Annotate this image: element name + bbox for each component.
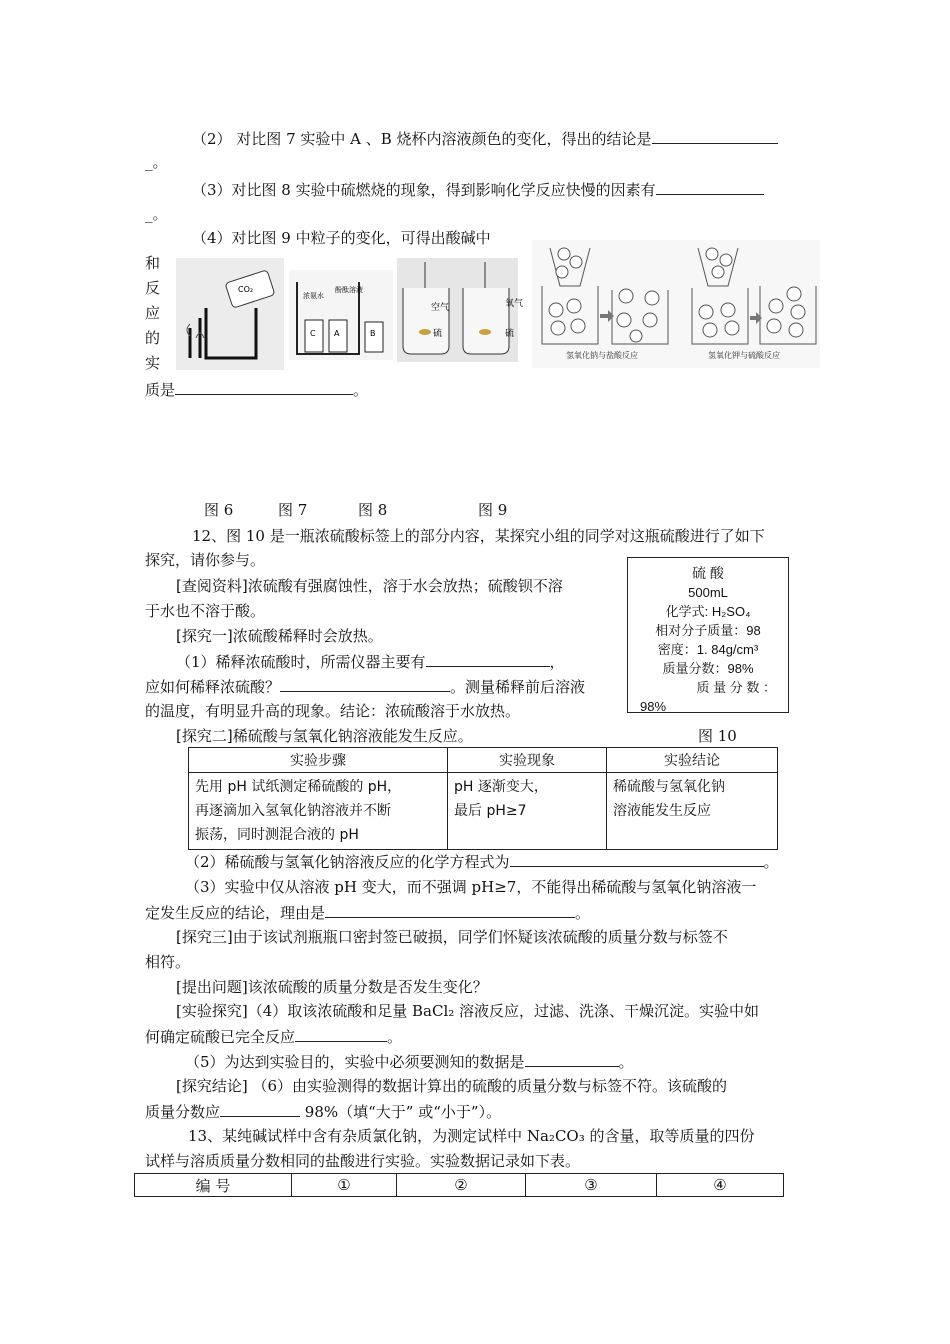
table-header: 实验现象 (448, 748, 607, 773)
q12-step3b: 定发生反应的结论，理由是 。 (145, 904, 591, 922)
answer-blank[interactable] (325, 902, 575, 918)
figure-10-label: 图 10 (698, 727, 737, 745)
fig6-co2-label: CO₂ (238, 285, 254, 294)
q11-part4-end: 质是 。 (145, 381, 369, 399)
table-row (135, 1174, 784, 1197)
q11-part2-end: _。 (145, 153, 168, 171)
figure-7-image (289, 270, 393, 360)
answer-blank[interactable] (295, 1026, 387, 1042)
q12-step1c: 的温度，有明显升高的现象。结论：浓硫酸溶于水放热。 (145, 702, 521, 720)
q12-explore-one: [探究一]浓硫酸稀释时会放热。 (176, 627, 383, 645)
answer-blank[interactable] (525, 1051, 619, 1067)
answer-blank[interactable] (175, 379, 353, 395)
q12-step3a: （3）实验中仅从溶液 pH 变大，而不强调 pH≥7，不能得出稀硫酸与氢氧化钠溶液一 (185, 878, 757, 896)
label-volume: 500mL (688, 585, 728, 600)
figure-7-label: 图 7 (278, 501, 308, 519)
q12-step2: （2）稀硫酸与氢氧化钠溶液反应的化学方程式为 。 (185, 853, 779, 871)
svg-text:氧气: 氧气 (505, 299, 524, 309)
experiment-table (188, 747, 778, 850)
q12-question: [提出问题]该浓硫酸的质量分数是否发生变化？ (176, 978, 488, 996)
label-mass-fraction-2-value: 98% (640, 699, 667, 714)
svg-text:空气: 空气 (431, 303, 450, 313)
label-density: 密度：1. 84g/cm³ (657, 642, 759, 657)
q12-explore-three: [探究三]由于该试剂瓶瓶口密封签已破损，同学们怀疑该浓硫酸的质量分数与标签不 (176, 928, 728, 946)
q13-data-table (134, 1173, 784, 1197)
label-name: 硫 酸 (692, 565, 724, 581)
q11-part3: （3）对比图 8 实验中硫燃烧的现象，得到影响化学反应快慢的因素有 (192, 179, 764, 200)
sulfuric-acid-label (627, 557, 789, 713)
q12-reference: [查阅资料]浓硫酸有强腐蚀性，溶于水会放热；硫酸钡不溶 (176, 577, 563, 595)
q13-text: 13、某纯碱试样中含有杂质氯化钠，为测定试样中 Na₂CO₃ 的含量，取等质量的四份 (188, 1127, 755, 1145)
label-mass-fraction: 质量分数：98% (662, 661, 754, 676)
label-formula: 化学式: H₂SO₄ (665, 604, 751, 619)
table-cell-step: 先用 pH 试纸测定稀硫酸的 pH， 再逐滴加入氢氧化钠溶液并不断 振荡，同时测混合液的 pH (189, 773, 448, 850)
table-header: ② (397, 1174, 526, 1197)
q12-reference-cont: 于水也不溶于酸。 (145, 602, 266, 620)
table-cell-phenomenon: pH 逐渐变大， 最后 pH≥7 (448, 773, 607, 850)
q11-vertical-char: 实 (145, 354, 161, 372)
svg-text:C: C (310, 329, 316, 338)
label-molar-mass: 相对分子质量：98 (655, 623, 761, 638)
svg-text:B: B (370, 329, 376, 338)
answer-blank[interactable] (280, 676, 450, 692)
figure-9-image (532, 240, 820, 368)
q11-part3-end: _。 (145, 205, 168, 223)
table-header: ① (292, 1174, 397, 1197)
q12-step6a: [探究结论] （6）由实验测得的数据计算出的硫酸的质量分数与标签不符。该硫酸的 (176, 1077, 728, 1095)
q12-intro-cont: 探究，请你参与。 (145, 551, 266, 569)
q11-vertical-char: 应 (145, 304, 161, 322)
table-row (189, 773, 778, 850)
table-header: ④ (657, 1174, 784, 1197)
q11-vertical-char: 的 (145, 329, 161, 347)
svg-text:硫: 硫 (505, 329, 515, 339)
fig9-caption-left: 氢氧化钠与盐酸反应 (566, 351, 638, 360)
q12-step1b: 应如何稀释浓硫酸？ 。测量稀释前后溶液 (145, 678, 586, 696)
answer-blank[interactable] (426, 651, 550, 667)
svg-text:A: A (334, 329, 340, 338)
q12-intro: 12、图 10 是一瓶浓硫酸标签上的部分内容，某探究小组的同学对这瓶硫酸进行了如下 (192, 527, 765, 545)
table-header: 实验结论 (607, 748, 778, 773)
table-header: 实验步骤 (189, 748, 448, 773)
figure-6-image (176, 258, 284, 370)
table-cell-conclusion: 稀硫酸与氢氧化钠 溶液能发生反应 (607, 773, 778, 850)
svg-text:浓氨水: 浓氨水 (303, 292, 324, 300)
table-header: ③ (526, 1174, 657, 1197)
answer-blank[interactable] (652, 128, 778, 144)
figure-6-label: 图 6 (204, 501, 234, 519)
q12-explore-two: [探究二]稀硫酸与氢氧化钠溶液能发生反应。 (176, 727, 473, 745)
figure-8-image (397, 258, 524, 362)
svg-text:硫: 硫 (433, 329, 443, 339)
q12-step5: （5）为达到实验目的，实验中必须要测知的数据是 。 (185, 1053, 634, 1071)
table-header: 编 号 (135, 1174, 292, 1197)
q12-explore-three-cont: 相符。 (145, 953, 191, 971)
q13-text-cont: 试样与溶质质量分数相同的盐酸进行实验。实验数据记录如下表。 (145, 1152, 581, 1170)
q11-part4: （4）对比图 9 中粒子的变化，可得出酸碱中 (192, 229, 491, 247)
q11-vertical-char: 反 (145, 279, 161, 297)
q12-step4a: [实验探究]（4）取该浓硫酸和足量 BaCl₂ 溶液反应，过滤、洗涤、干燥沉淀。实验中如 (176, 1002, 760, 1020)
q11-part2: （2） 对比图 7 实验中 A 、B 烧杯内溶液颜色的变化，得出的结论是 (192, 128, 778, 149)
figure-9-label: 图 9 (478, 501, 508, 519)
q12-step6b: 质量分数应 98%（填“大于” 或“小于”）。 (145, 1103, 502, 1121)
label-mass-fraction-2: 质 量 分 数 ： (696, 680, 776, 695)
answer-blank[interactable] (220, 1101, 300, 1117)
answer-blank[interactable] (510, 851, 764, 867)
q12-step1a: （1）稀释浓硫酸时，所需仪器主要有 ， (176, 653, 565, 671)
q12-step4b: 何确定硫酸已完全反应 。 (145, 1028, 403, 1046)
fig9-caption-right: 氢氧化钾与硫酸反应 (708, 351, 780, 360)
q11-vertical-char: 和 (145, 254, 161, 272)
answer-blank[interactable] (656, 179, 764, 195)
figure-8-label: 图 8 (358, 501, 388, 519)
svg-text:酚酞溶液: 酚酞溶液 (335, 286, 363, 294)
